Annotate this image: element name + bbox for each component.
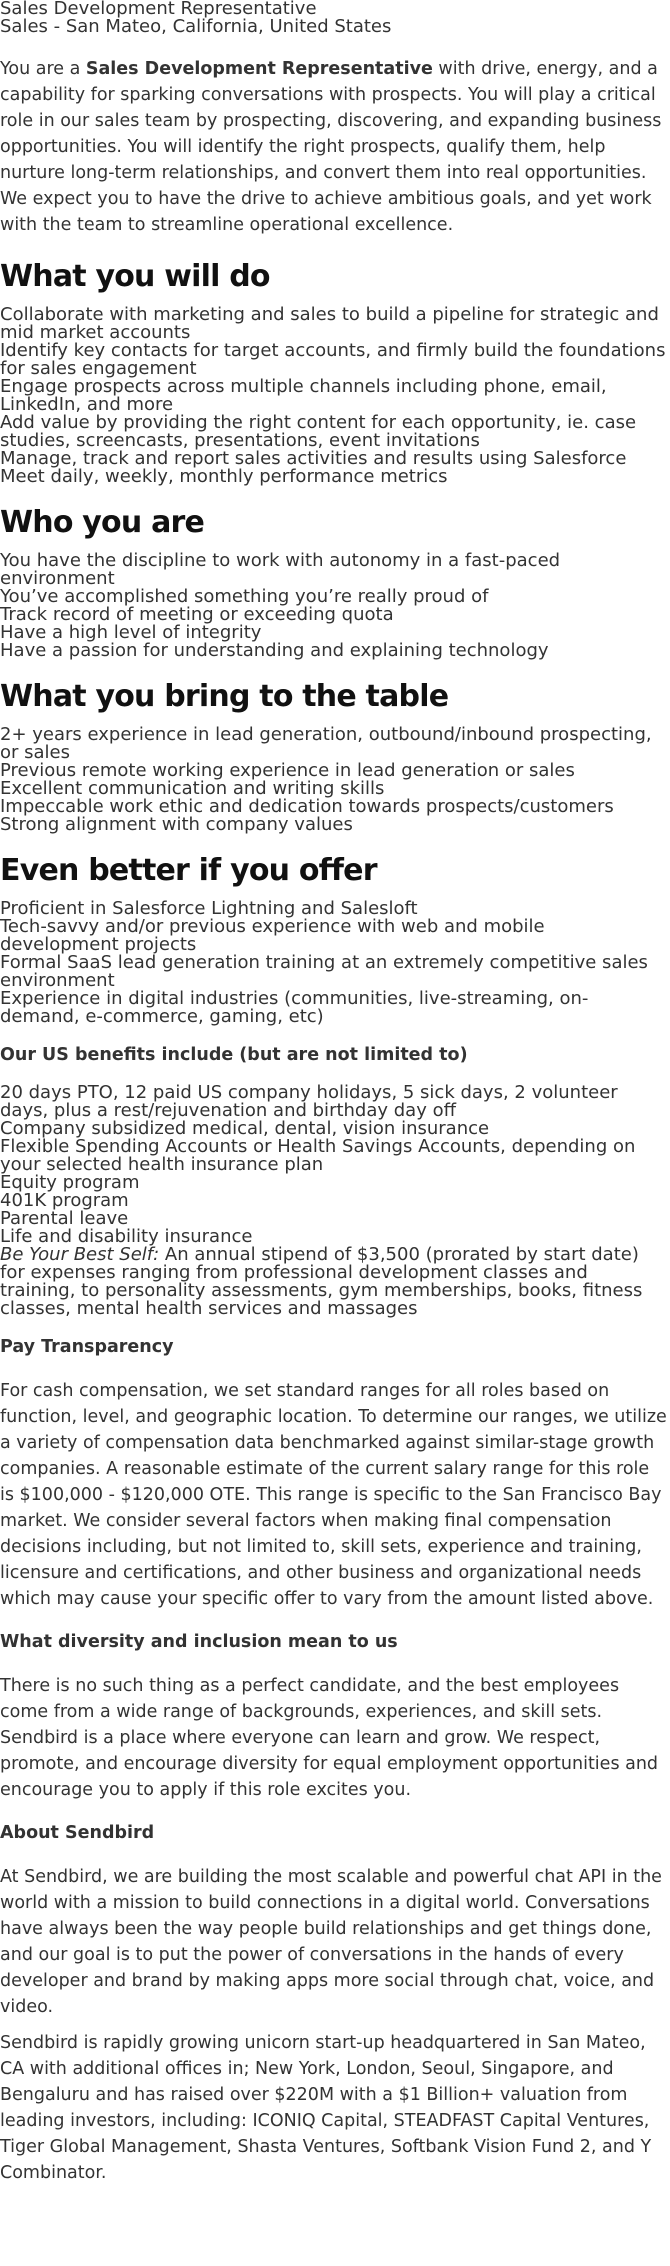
about-paragraph: At Sendbird, we are building the most scalable and powerful chat API in the world with a mission to build connections in a digital world. Conversations have always been the way people build relationships and get things done, and our goal is to put the power of conversations in the hands of every developer and brand by making apps more social through chat, voice, and video.	[0, 1867, 662, 2017]
best-self-lead: Be Your Best Self:	[0, 1244, 160, 1265]
list-item: Add value by providing the right content for each opportunity, ie. case studies, screencasts, presentations, event invitations	[0, 412, 637, 451]
list-item: Flexible Spending Accounts or Health Savings Accounts, depending on your selected health insurance plan	[0, 1136, 636, 1175]
list-item: 2+ years experience in lead generation, outbound/inbound prospecting, or sales	[0, 724, 652, 763]
list-item: 20 days PTO, 12 paid US company holidays, 5 sick days, 2 volunteer days, plus a rest/rejuvenation and birthday day off	[0, 1082, 618, 1121]
who-you-are-list	[0, 552, 670, 660]
diversity-text: There is no such thing as a perfect candidate, and the best employees come from a wide range of backgrounds, experiences, and skill sets. Sendbird is a place where everyone can learn and grow. We respect, promote, and encourage diversity for equal employment opportunities and encourage you to apply if this role excites you.	[0, 1676, 659, 1800]
about-heading: About Sendbird	[0, 1823, 155, 1843]
about-paragraph: Sendbird is rapidly growing unicorn start-up headquartered in San Mateo, CA with additional offices in; New York, London, Seoul, Singapore, and Bengaluru and has raised over $220M with a $1 Billion+ valuation from leading investors, including: ICONIQ Capital, STEADFAST Capital Ventures, Tiger Global Management, Shasta Ventures, Softbank Vision Fund 2, and Y Combinator.	[0, 2033, 652, 2183]
benefits-heading: Our US benefits include (but are not limited to)	[0, 1045, 468, 1065]
list-item: Formal SaaS lead generation training at an extremely competitive sales environment	[0, 952, 648, 991]
list-item: Collaborate with marketing and sales to build a pipeline for strategic and mid market accounts	[0, 304, 659, 343]
intro-suffix: with drive, energy, and a capability for sparking conversations with prospects. You will play a critical role in our sales team by prospecting, discovering, and expanding business opportunities. You will identify the right prospects, qualify them, help nurture long-term relationships, and convert them into real opportunities. We expect you to have the drive to achieve ambitious goals, and yet work with the team to streamline operational excellence.	[0, 59, 662, 235]
intro-prefix: You are a	[0, 59, 86, 79]
what-you-will-do-list	[0, 306, 670, 486]
list-item: Excellent communication and writing skills	[0, 778, 385, 799]
list-item: Previous remote working experience in lead generation or sales	[0, 760, 575, 781]
list-item: 401K program	[0, 1190, 129, 1211]
what-you-will-do-heading: What you will do	[0, 259, 270, 294]
list-item: Engage prospects across multiple channels including phone, email, LinkedIn, and more	[0, 376, 607, 415]
even-better-list	[0, 900, 670, 1026]
who-you-are-heading: Who you are	[0, 505, 205, 540]
benefits-list	[0, 1084, 670, 1318]
list-item: Track record of meeting or exceeding quota	[0, 604, 394, 625]
bring-to-table-list	[0, 726, 670, 834]
pay-transparency-heading: Pay Transparency	[0, 1337, 174, 1357]
list-item: Identify key contacts for target accounts, and firmly build the foundations for sales engagement	[0, 340, 666, 379]
list-item: Proficient in Salesforce Lightning and Salesloft	[0, 898, 418, 919]
list-item: Have a passion for understanding and explaining technology	[0, 640, 549, 661]
best-self-text: An annual stipend of $3,500 (prorated by start date) for expenses ranging from professional development classes and training, to personality assessments, gym memberships, books, fitness classes, mental health services and massages	[0, 1244, 643, 1319]
list-item: Impeccable work ethic and dedication towards prospects/customers	[0, 796, 614, 817]
list-item: You have the discipline to work with autonomy in a fast-paced environment	[0, 550, 561, 589]
list-item: Have a high level of integrity	[0, 622, 262, 643]
list-item: Company subsidized medical, dental, vision insurance	[0, 1118, 490, 1139]
job-header	[0, 0, 670, 36]
bring-to-table-heading: What you bring to the table	[0, 679, 449, 714]
job-title: Sales Development Representative	[0, 0, 317, 19]
list-item: Parental leave	[0, 1208, 129, 1229]
diversity-heading: What diversity and inclusion mean to us	[0, 1632, 398, 1652]
list-item: Equity program	[0, 1172, 140, 1193]
list-item: You’ve accomplished something you’re really proud of	[0, 586, 489, 607]
list-item: Experience in digital industries (communities, live-streaming, on-demand, e-commerce, gaming, etc)	[0, 988, 589, 1027]
list-item: Life and disability insurance	[0, 1226, 253, 1247]
even-better-heading: Even better if you offer	[0, 853, 377, 888]
job-location: Sales - San Mateo, California, United States	[0, 16, 392, 37]
intro-paragraph	[0, 56, 670, 238]
intro-role: Sales Development Representative	[85, 59, 433, 79]
best-self-item	[0, 1246, 670, 1318]
list-item: Tech-savvy and/or previous experience with web and mobile development projects	[0, 916, 545, 955]
list-item: Manage, track and report sales activities and results using Salesforce	[0, 448, 627, 469]
list-item: Meet daily, weekly, monthly performance metrics	[0, 466, 448, 487]
list-item: Strong alignment with company values	[0, 814, 353, 835]
pay-transparency-text: For cash compensation, we set standard ranges for all roles based on function, level, and geographic location. To determine our ranges, we utilize a variety of compensation data benchmarked against similar-stage growth companies. A reasonable estimate of the current salary range for this role is $100,000 - $120,000 OTE. This range is specific to the San Francisco Bay market. We consider several factors when making final compensation decisions including, but not limited to, skill sets, experience and training, licensure and certifications, and other business and organizational needs which may cause your specific offer to vary from the amount listed above.	[0, 1381, 667, 1609]
